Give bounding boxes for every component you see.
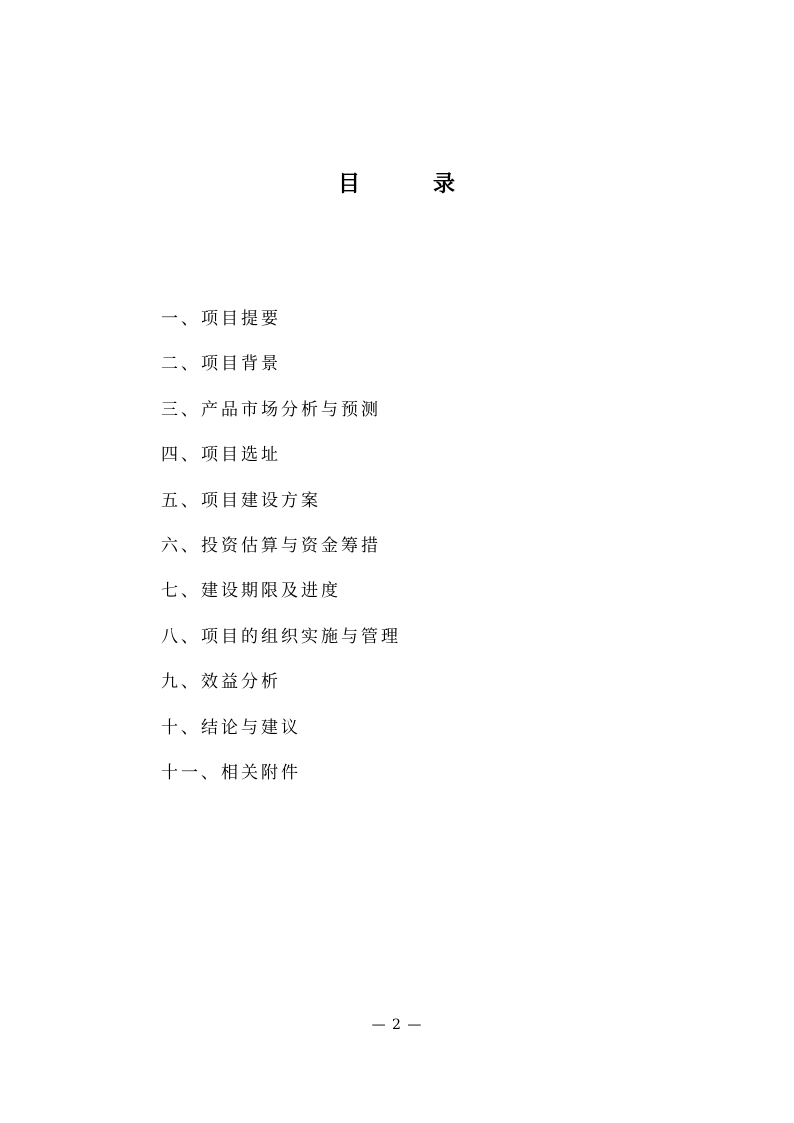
toc-item-implementation: 八、项目的组织实施与管理 — [161, 626, 401, 647]
toc-item-summary: 一、项目提要 — [161, 309, 281, 329]
page-title — [0, 168, 794, 202]
toc-item-site-selection: 四、项目选址 — [161, 445, 281, 466]
toc-item-investment-estimate: 六、投资估算与资金筹措 — [161, 535, 381, 556]
toc-item-conclusion: 十、结论与建议 — [161, 717, 301, 738]
page-number: — 2 — — [371, 1017, 423, 1033]
table-of-contents — [161, 304, 661, 803]
title-char: 目 — [338, 172, 361, 197]
toc-item-background: 二、项目背景 — [161, 354, 281, 375]
toc-item-attachments: 十一、相关附件 — [161, 762, 301, 783]
toc-item-market-analysis: 三、产品市场分析与预测 — [161, 399, 381, 420]
toc-item-schedule: 七、建设期限及进度 — [161, 581, 341, 602]
toc-item-construction-plan: 五、项目建设方案 — [161, 490, 321, 511]
title-char: 录 — [433, 172, 456, 197]
toc-item-benefit-analysis: 九、效益分析 — [161, 672, 281, 693]
